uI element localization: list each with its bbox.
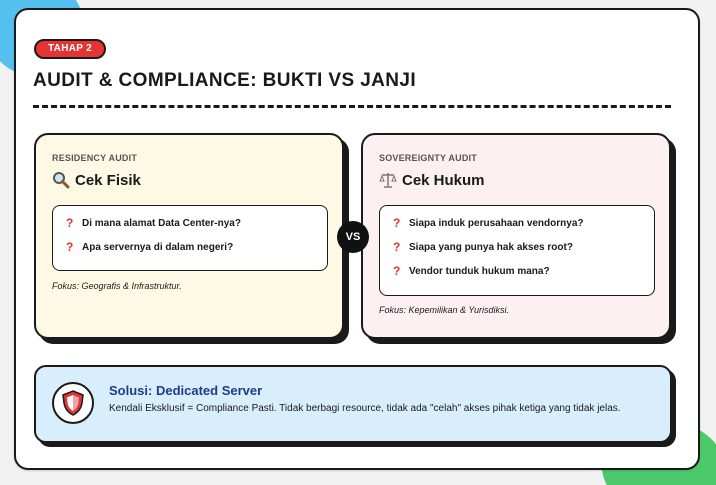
panel-heading-text: Cek Fisik [75, 171, 141, 189]
question-text: Vendor tunduk hukum mana? [409, 265, 550, 277]
list-item [393, 240, 573, 254]
solution-text: Kendali Eksklusif = Compliance Pasti. Tidak berbagi resource, tidak ada "celah" akses pihak ketiga yang tidak jelas. [109, 403, 621, 414]
question-text: Di mana alamat Data Center-nya? [82, 217, 241, 229]
vs-badge: VS [337, 221, 369, 253]
stage-badge: TAHAP 2 [34, 39, 106, 59]
question-text: Apa servernya di dalam negeri? [82, 241, 234, 253]
panel-tag: SOVEREIGNTY AUDIT [379, 153, 477, 163]
question-mark-icon: ? [393, 264, 401, 278]
question-mark-icon: ? [393, 216, 401, 230]
scales-icon [379, 171, 397, 189]
focus-note: Fokus: Kepemilikan & Yurisdiksi. [379, 305, 510, 315]
panel-heading [52, 171, 141, 189]
question-text: Siapa induk perusahaan vendornya? [409, 217, 584, 229]
shield-icon [52, 382, 94, 424]
list-item [66, 240, 233, 254]
questions-box [379, 205, 655, 296]
questions-box [52, 205, 328, 271]
list-item [393, 264, 550, 278]
panel-tag: RESIDENCY AUDIT [52, 153, 138, 163]
solution-box [34, 365, 672, 443]
focus-note: Fokus: Geografis & Infrastruktur. [52, 281, 182, 291]
panel-heading-text: Cek Hukum [402, 171, 485, 189]
dashed-divider [33, 105, 671, 108]
panel-heading [379, 171, 485, 189]
question-mark-icon: ? [66, 240, 74, 254]
residency-audit-panel [34, 133, 344, 339]
list-item [66, 216, 241, 230]
question-mark-icon: ? [66, 216, 74, 230]
sovereignty-audit-panel [361, 133, 671, 339]
question-mark-icon: ? [393, 240, 401, 254]
page-title: AUDIT & COMPLIANCE: BUKTI VS JANJI [33, 70, 417, 91]
list-item [393, 216, 584, 230]
magnifier-icon [52, 171, 70, 189]
slide-card [14, 8, 700, 470]
solution-title: Solusi: Dedicated Server [109, 383, 263, 398]
question-text: Siapa yang punya hak akses root? [409, 241, 573, 253]
